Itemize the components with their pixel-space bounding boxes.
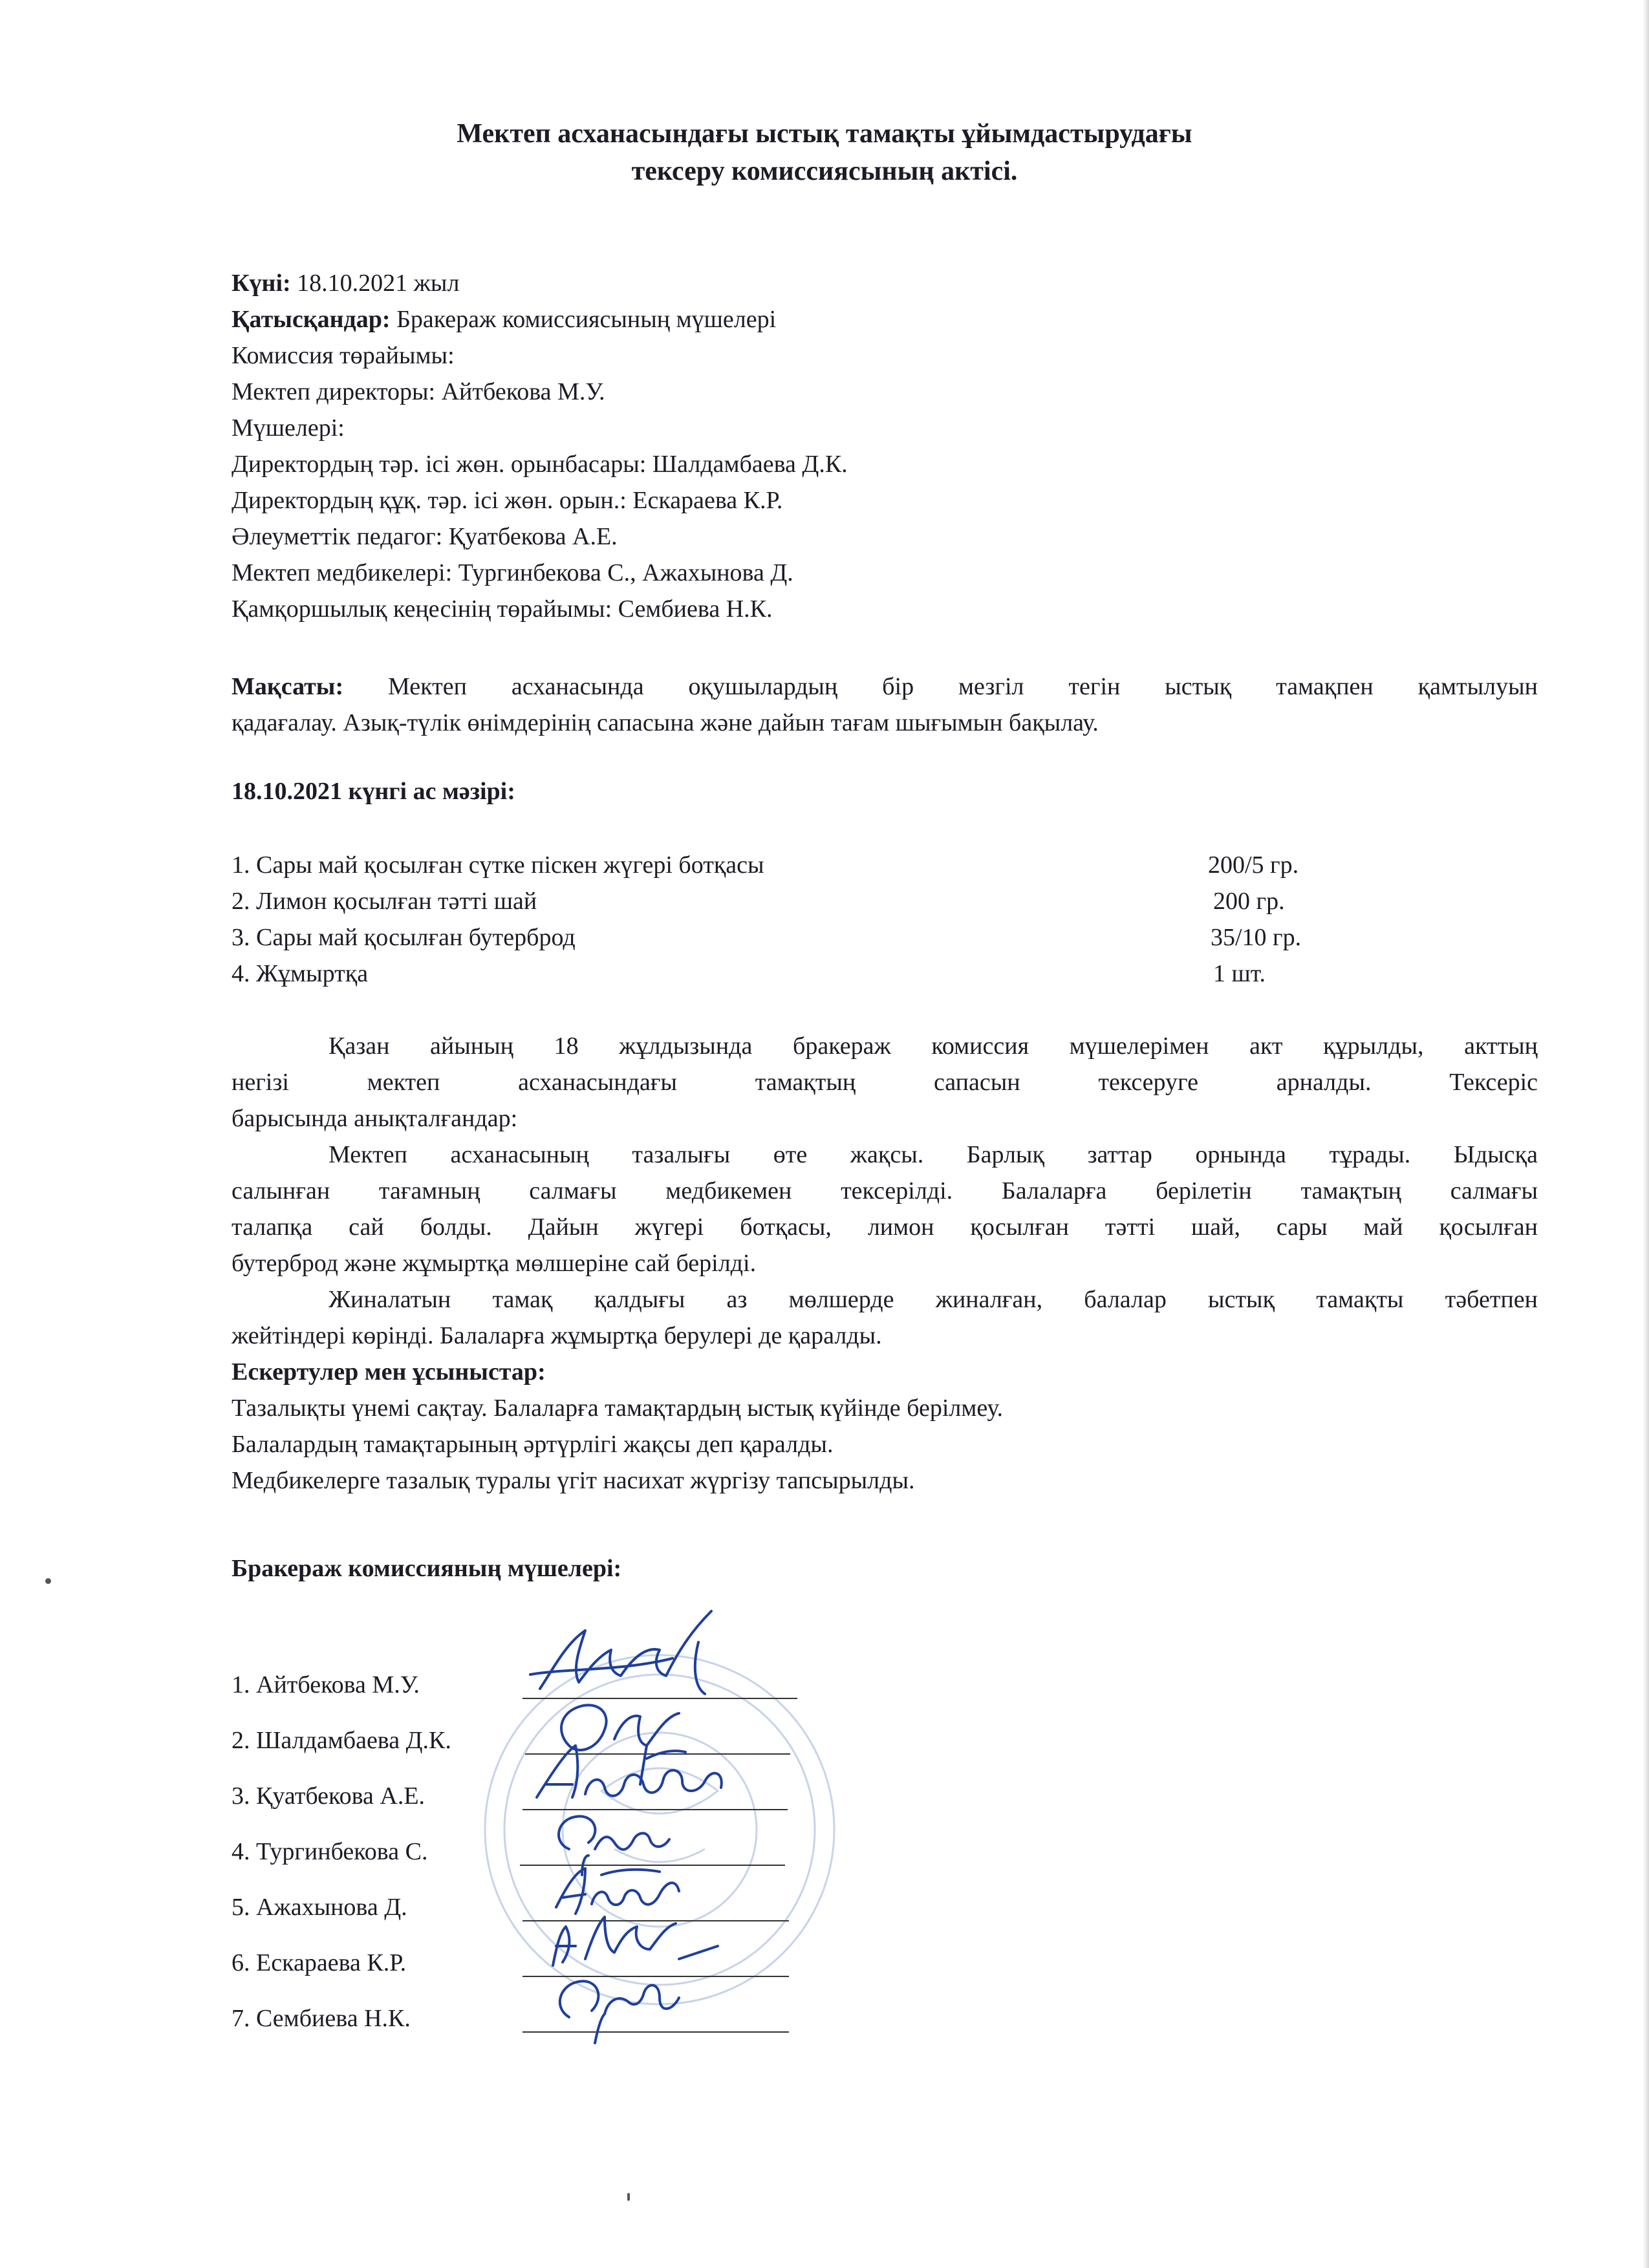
remark-line: Тазалықты үнемі сақтау. Балаларға тамақтардың ыстық күйінде берілмеу. xyxy=(232,1395,1004,1422)
menu-quantity: 200 гр. xyxy=(1213,888,1285,915)
participants-label: Қатысқандар: xyxy=(232,306,391,333)
body-line: талапқа сай болды. Дайын жүгері ботқасы, лимон қосылған тәтті шай, сары май қосылған xyxy=(232,1214,1538,1241)
title-line: Мектеп асханасындағы ыстық тамақты ұйымдастырудағы xyxy=(457,119,1192,149)
body-line: Қазан айының 18 жұлдызында бракераж комиссия мүшелерімен акт құрылды, акттың xyxy=(329,1032,1538,1060)
participants-value: Бракераж комиссиясының мүшелері xyxy=(390,306,777,333)
menu-quantity: 1 шт. xyxy=(1213,960,1266,987)
remark-line: Медбикелерге тазалық туралы үгіт насихат жүргізу тапсырылды. xyxy=(232,1467,915,1494)
menu-heading: 18.10.2021 күнгі ас мәзірі: xyxy=(232,778,515,805)
purpose-label: Мақсаты: xyxy=(232,673,344,700)
menu-item: 1. Сары май қосылған сүтке піскен жүгері ботқасы xyxy=(232,851,764,879)
members-label: Мүшелері: xyxy=(232,414,345,442)
signatures-heading: Бракераж комиссияның мүшелері: xyxy=(232,1555,622,1582)
member-line: Директордың құқ. тәр. ісі жөн. орын.: Ескараева К.Р. xyxy=(232,487,783,514)
director-line: Мектеп директоры: Айтбекова М.У. xyxy=(232,378,605,405)
signatory-name: 3. Қуатбекова А.Е. xyxy=(232,1782,426,1810)
body-line: барысында анықталғандар: xyxy=(232,1105,518,1132)
body-line: бутерброд және жұмыртқа мөлшеріне сай берілді. xyxy=(232,1250,757,1277)
commission-head-label: Комиссия төрайымы: xyxy=(232,342,455,369)
signatory-name: 5. Ажахынова Д. xyxy=(232,1894,407,1921)
menu-item: 3. Сары май қосылған бутерброд xyxy=(232,924,576,951)
title-line: тексеру комиссиясының актісі. xyxy=(631,156,1018,186)
body-line: негізі мектеп асханасындағы тамақтың сапасын тексеруге арналды. Тексеріс xyxy=(232,1069,1538,1096)
member-line: Әлеуметтік педагог: Қуатбекова А.Е. xyxy=(232,523,618,550)
date-value: 18.10.2021 жыл xyxy=(290,270,460,297)
body-line: жейтіндері көрінді. Балаларға жұмыртқа берулері де қаралды. xyxy=(232,1322,882,1349)
signatory-name: 2. Шалдамбаева Д.К. xyxy=(232,1727,451,1754)
remark-line: Балалардың тамақтарының әртүрлігі жақсы деп қаралды. xyxy=(232,1431,834,1458)
member-line: Қамқоршылық кеңесінің төрайымы: Сембиева Н.К. xyxy=(232,595,773,623)
body-line: Мектеп асханасының тазалығы өте жақсы. Барлық заттар орнында тұрады. Ыдысқа xyxy=(329,1141,1538,1168)
signatory-name: 7. Сембиева Н.К. xyxy=(232,2005,411,2032)
purpose-line: қадағалау. Азық-түлік өнімдерінің сапасына және дайын тағам шығымын бақылау. xyxy=(232,709,1099,736)
purpose-text: Мектеп асханасында оқушылардың бір мезгіл тегін ыстық тамақпен қамтылуын xyxy=(343,673,1538,700)
menu-item: 2. Лимон қосылған тәтті шай xyxy=(232,888,537,915)
member-line: Мектеп медбикелері: Тургинбекова С., Ажахынова Д. xyxy=(232,559,793,586)
member-line: Директордың тәр. ісі жөн. орынбасары: Шалдамбаева Д.К. xyxy=(232,451,848,478)
body-line: Жиналатын тамақ қалдығы аз мөлшерде жиналған, балалар ыстық тамақты тәбетпен xyxy=(329,1286,1538,1313)
date-label: Күні: xyxy=(232,270,291,297)
signatory-name: 6. Ескараева К.Р. xyxy=(232,1949,407,1976)
signatory-name: 4. Тургинбекова С. xyxy=(232,1838,428,1865)
signatory-name: 1. Айтбекова М.У. xyxy=(232,1671,420,1698)
body-line: салынған тағамның салмағы медбикемен тексерілді. Балаларға берілетін тамақтың салмағы xyxy=(232,1177,1538,1204)
menu-item: 4. Жұмыртқа xyxy=(232,960,369,987)
menu-quantity: 200/5 гр. xyxy=(1208,851,1299,879)
menu-quantity: 35/10 гр. xyxy=(1211,924,1302,951)
remarks-heading: Ескертулер мен ұсыныстар: xyxy=(232,1358,546,1385)
